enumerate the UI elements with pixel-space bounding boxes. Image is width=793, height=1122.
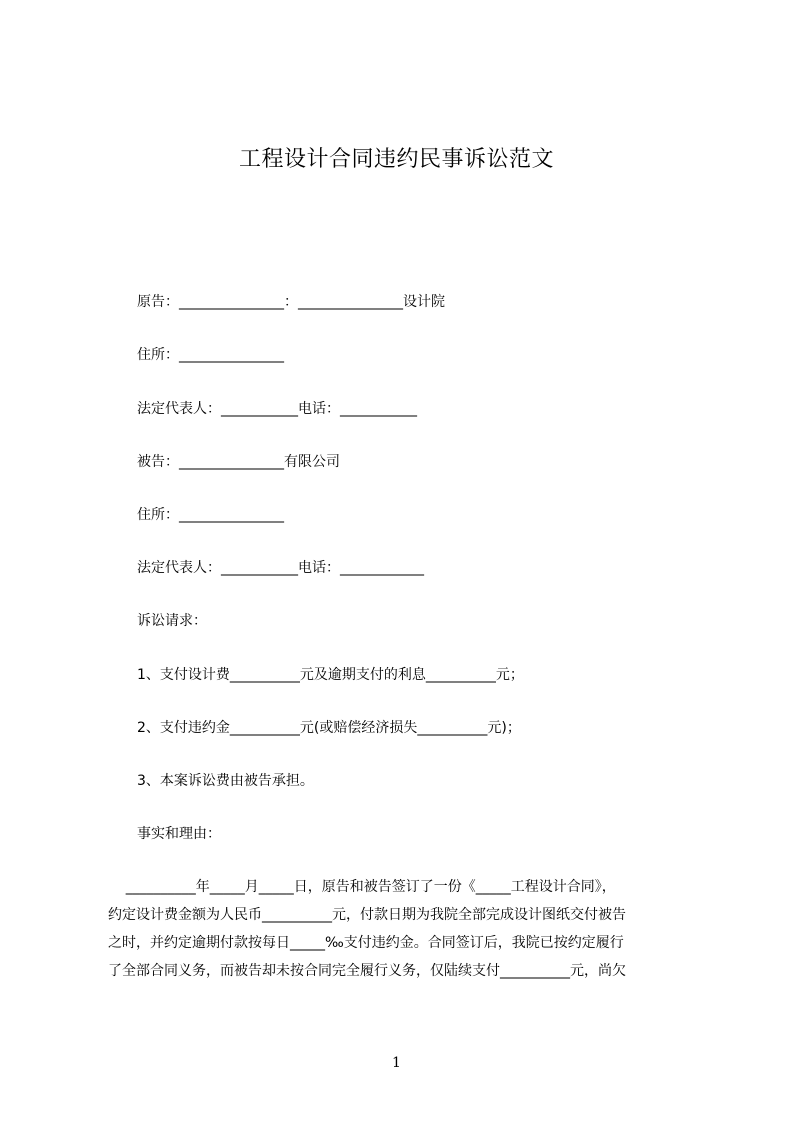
claims-heading: 诉讼请求： bbox=[137, 613, 207, 629]
facts-paragraph-line: 约定设计费金额为人民币__________元，付款日期为我院全部完成设计图纸交付被告 bbox=[108, 907, 626, 923]
page-number: 1 bbox=[392, 1055, 401, 1071]
facts-paragraph-line: 之时，并约定逾期付款按每日_____‰支付违约金。合同签订后，我院已按约定履行 bbox=[108, 935, 624, 951]
facts-heading: 事实和理由： bbox=[137, 826, 221, 842]
claim-item-2: 2、支付违约金__________元(或赔偿经济损失__________元)； bbox=[137, 720, 521, 736]
claim-item-3: 3、本案诉讼费由被告承担。 bbox=[137, 773, 314, 789]
facts-paragraph bbox=[108, 873, 693, 985]
facts-paragraph-line: __________年_____月_____日，原告和被告签订了一份《_____工程设计合同》， bbox=[108, 879, 616, 895]
plaintiff-address-line: 住所：_______________ bbox=[137, 347, 284, 363]
claim-item-1: 1、支付设计费__________元及逾期支付的利息__________元； bbox=[137, 667, 524, 683]
plaintiff-representative-line: 法定代表人：___________电话：___________ bbox=[137, 401, 417, 417]
plaintiff-line: 原告：_______________：_______________设计院 bbox=[137, 294, 445, 310]
facts-paragraph-line: 了全部合同义务，而被告却未按合同完全履行义务，仅陆续支付__________元，尚欠 bbox=[108, 963, 626, 979]
defendant-representative-line: 法定代表人：___________电话：____________ bbox=[137, 560, 424, 576]
defendant-address-line: 住所：_______________ bbox=[137, 507, 284, 523]
defendant-line: 被告：_______________有限公司 bbox=[137, 454, 340, 470]
document-title: 工程设计合同违约民事诉讼范文 bbox=[238, 147, 554, 172]
